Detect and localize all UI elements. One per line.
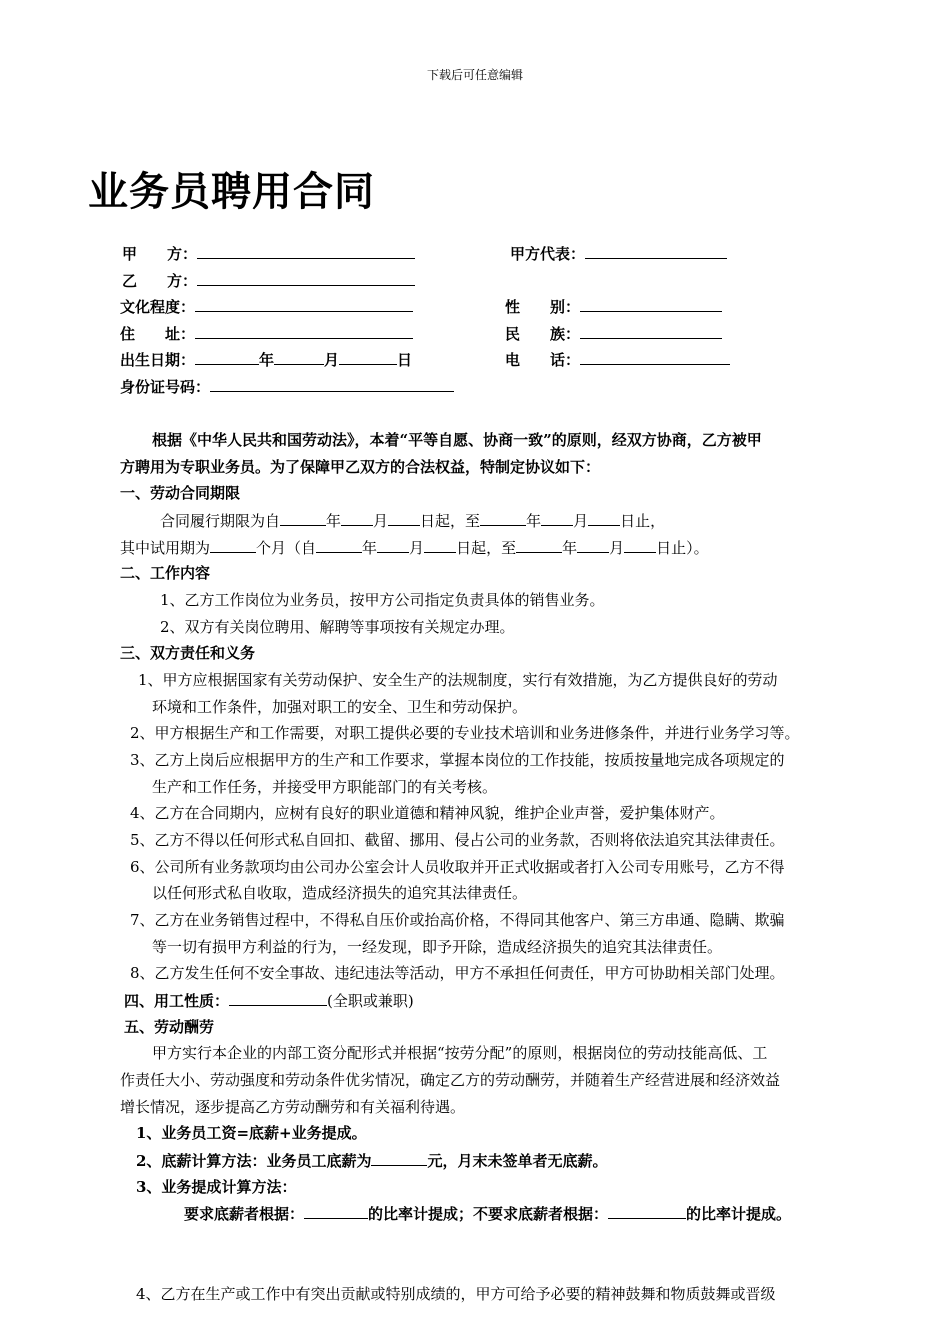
term-start-day-blank[interactable] [388,510,420,526]
ethnicity-field [505,323,722,344]
probation-end-month-blank[interactable] [577,537,609,553]
gender-field [505,296,722,317]
birth-month-blank[interactable] [274,349,324,365]
probation-end-day-blank[interactable] [624,537,656,553]
employment-type-blank[interactable] [229,990,327,1006]
education-field [120,296,413,317]
party-b-label: 乙 方： [122,272,198,290]
birth-year-blank[interactable] [195,349,259,365]
pay-item-3: 3、业务提成计算方法： [136,1178,297,1196]
year-text: 年 [526,512,542,530]
ethnicity-label: 民 族： [505,325,581,343]
employment-type-line [124,990,414,1011]
probation-start-month-blank[interactable] [377,537,409,553]
probation-start-day-blank[interactable] [424,537,456,553]
day-end-text: 日止， [620,512,666,530]
rate-end-text: 的比率计提成。 [686,1205,792,1223]
party-a-label: 甲 方： [122,245,198,263]
phone-label: 电 话： [505,351,581,369]
duty-line: 1、甲方应根据国家有关劳动保护、安全生产的法规制度，实行有效措施，为乙方提供良好的劳动 [138,671,778,689]
id-number-field [120,376,454,397]
birth-month-label: 月 [324,351,340,369]
phone-blank[interactable] [580,349,730,365]
work-content-item: 2、双方有关岗位聘用、解聘等事项按有关规定办理。 [160,618,515,636]
birth-date-field [120,349,412,370]
duty-line: 2、甲方根据生产和工作需要，对职工提供必要的专业技术培训和业务进修条件，并进行业务学习等。 [130,724,800,742]
pay-paragraph-line: 甲方实行本企业的内部工资分配形式并根据“按劳分配”的原则，根据岗位的劳动技能高低、工 [152,1044,768,1062]
party-a-blank[interactable] [197,243,415,259]
gender-blank[interactable] [580,296,722,312]
address-label: 住 址： [120,325,196,343]
term-end-month-blank[interactable] [541,510,573,526]
year-text: 年 [326,512,342,530]
birth-day-label: 日 [397,351,413,369]
contract-term-line [160,510,665,531]
commission-rate-line [184,1203,791,1224]
duty-line: 6、公司所有业务款项均由公司办公室会计人员收取并开正式收据或者打入公司专用账号，乙方不得 [130,858,785,876]
month-text: 月 [373,512,389,530]
education-label: 文化程度： [120,298,196,316]
header-note: 下载后可任意编辑 [426,68,523,82]
probation-end-year-blank[interactable] [516,537,562,553]
month-text: 月 [573,512,589,530]
ethnicity-blank[interactable] [580,323,722,339]
party-b-blank[interactable] [197,270,415,286]
day-from-text: 日起，至 [420,512,481,530]
duty-line: 4、乙方在合同期内，应树有良好的职业道德和精神风貌，维护企业声誉，爱护集体财产。 [130,804,725,822]
duty-line: 生产和工作任务，并接受甲方职能部门的有关考核。 [152,778,498,796]
probation-line [120,537,709,558]
duty-line: 以任何形式私自收取，造成经济损失的追究其法律责任。 [152,884,528,902]
duty-line: 7、乙方在业务销售过程中，不得私自压价或抬高价格，不得同其他客户、第三方串通、隐瞒、欺骗 [130,911,785,929]
probation-start-year-blank[interactable] [316,537,362,553]
work-content-item: 1、乙方工作岗位为业务员，按甲方公司指定负责具体的销售业务。 [160,591,605,609]
intro-line-1: 根据《中华人民共和国劳动法》，本着“平等自愿、协商一致”的原则，经双方协商，乙方被甲 [152,431,762,449]
duty-line: 环境和工作条件，加强对职工的安全、卫生和劳动保护。 [152,698,528,716]
duty-line: 等一切有损甲方利益的行为，一经发现，即予开除，造成经济损失的追究其法律责任。 [152,938,723,956]
party-a-rep-blank[interactable] [585,243,727,259]
section-3-heading: 三、双方责任和义务 [120,644,256,662]
pay-paragraph-line: 作责任大小、劳动强度和劳动条件优劣情况，确定乙方的劳动酬劳，并随着生产经营进展和经济效益 [120,1071,781,1089]
probation-from-text: 个月（自 [256,539,317,557]
without-base-rate-blank[interactable] [608,1203,686,1219]
duty-line: 8、乙方发生任何不安全事故、违纪违法等活动，甲方不承担任何责任，甲方可协助相关部门处理。 [130,964,785,982]
birth-year-label: 年 [259,351,275,369]
duty-line: 3、乙方上岗后应根据甲方的生产和工作要求，掌握本岗位的工作技能，按质按量地完成各项规定的 [130,751,785,769]
gender-label: 性 别： [505,298,581,316]
term-start-month-blank[interactable] [341,510,373,526]
without-base-text: 的比率计提成；不要求底薪者根据： [368,1205,609,1223]
section-4-heading: 四、用工性质： [124,992,230,1010]
base-salary-text: 2、底薪计算方法：业务员工底薪为 [136,1152,372,1170]
base-salary-note: 元，月末未签单者无底薪。 [427,1152,608,1170]
address-blank[interactable] [195,323,413,339]
day-from-text: 日起，至 [456,539,517,557]
party-a-rep-field [510,243,727,264]
probation-text: 其中试用期为 [120,539,211,557]
phone-field [505,349,730,370]
id-number-label: 身份证号码： [120,378,211,396]
party-a-field [122,243,415,264]
with-base-rate-blank[interactable] [304,1203,368,1219]
section-2-heading: 二、工作内容 [120,564,211,582]
probation-months-blank[interactable] [210,537,256,553]
party-a-rep-label: 甲方代表： [510,245,586,263]
base-salary-blank[interactable] [371,1150,427,1166]
year-text: 年 [362,539,378,557]
month-text: 月 [609,539,625,557]
section-1-heading: 一、劳动合同期限 [120,484,241,502]
pay-paragraph-line: 增长情况，逐步提高乙方劳动酬劳和有关福利待遇。 [120,1098,466,1116]
pay-item-2 [136,1150,607,1171]
term-start-year-blank[interactable] [280,510,326,526]
address-field [120,323,413,344]
birth-date-label: 出生日期： [120,351,196,369]
section-5-heading: 五、劳动酬劳 [124,1018,215,1036]
education-blank[interactable] [195,296,413,312]
year-text: 年 [562,539,578,557]
duty-line: 5、乙方不得以任何形式私自回扣、截留、挪用、侵占公司的业务款，否则将依法追究其法律责任。 [130,831,785,849]
probation-end-text: 日止）。 [656,539,709,557]
term-end-year-blank[interactable] [480,510,526,526]
id-number-blank[interactable] [210,376,454,392]
month-text: 月 [409,539,425,557]
with-base-text: 要求底薪者根据： [184,1205,305,1223]
term-end-day-blank[interactable] [588,510,620,526]
intro-line-2: 方聘用为专职业务员。为了保障甲乙双方的合法权益，特制定协议如下： [120,458,601,476]
document-title: 业务员聘用合同 [88,169,375,215]
term-start-text: 合同履行期限为自 [160,512,281,530]
pay-item-4: 4、乙方在生产或工作中有突出贡献或特别成绩的，甲方可给予必要的精神鼓舞和物质鼓舞或晋级 [136,1285,776,1303]
employment-type-note: (全职或兼职) [327,992,414,1010]
birth-day-blank[interactable] [339,349,397,365]
party-b-field [122,270,415,291]
pay-item-1: 1、业务员工资=底薪+业务提成。 [136,1124,367,1142]
